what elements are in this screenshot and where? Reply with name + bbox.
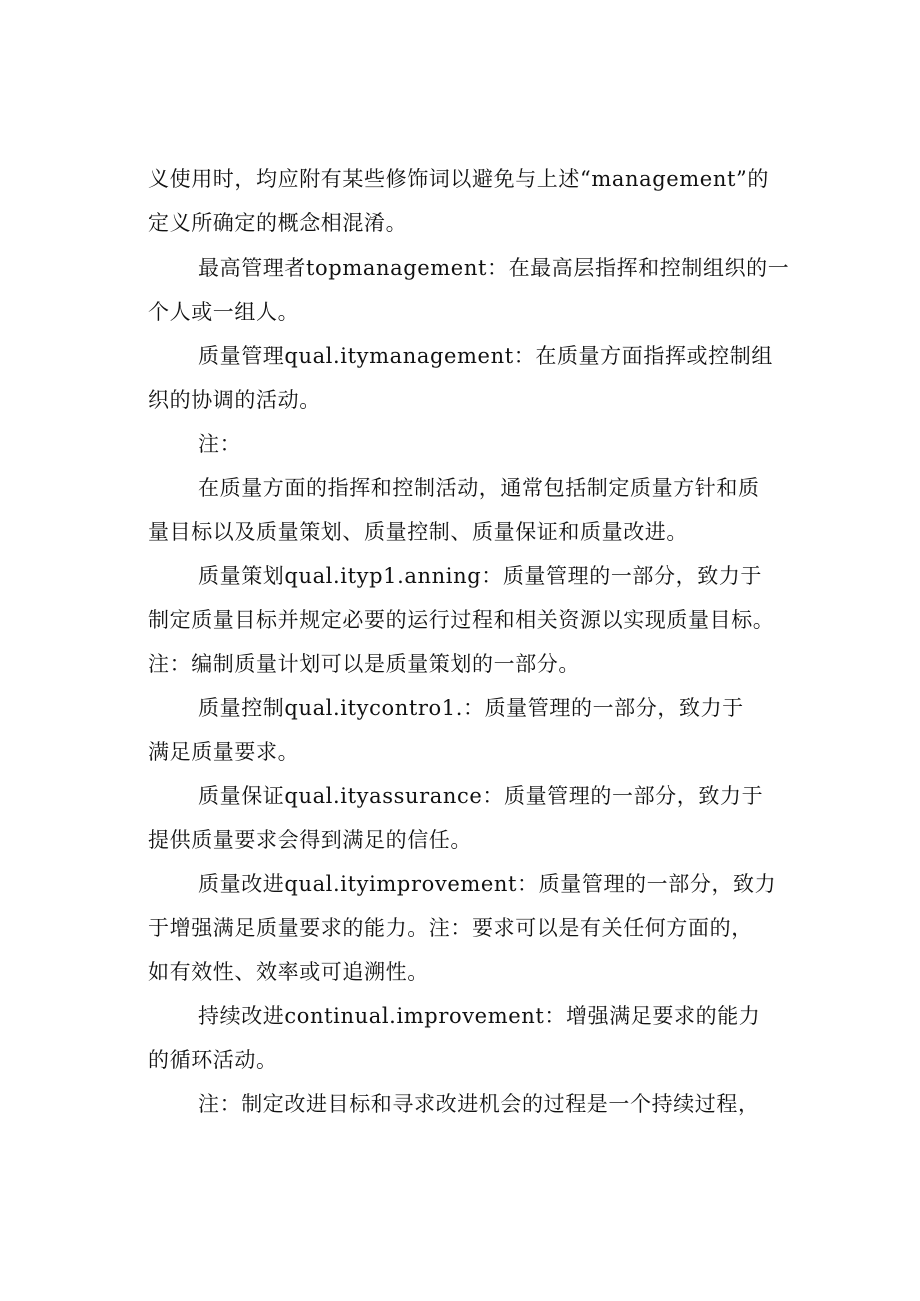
text-line-22: 注：制定改进目标和寻求改进机会的过程是一个持续过程， — [198, 1092, 760, 1116]
text-line-14: 满足质量要求。 — [148, 740, 300, 764]
text-line-9: 量目标以及质量策划、质量控制、质量保证和质量改进。 — [148, 520, 688, 544]
text-line-6: 织的协调的活动。 — [148, 388, 321, 412]
text-line-3: 最高管理者topmanagement：在最高层指挥和控制组织的一 — [198, 256, 790, 280]
text-line-4: 个人或一组人。 — [148, 300, 300, 324]
text-line-15: 质量保证qual.ityassurance：质量管理的一部分，致力于 — [198, 784, 764, 808]
text-line-2: 定义所确定的概念相混淆。 — [148, 211, 408, 235]
text-line-5: 质量管理qual.itymanagement：在质量方面指挥或控制组 — [198, 344, 773, 368]
text-line-16: 提供质量要求会得到满足的信任。 — [148, 828, 472, 852]
text-line-7: 注： — [198, 432, 242, 456]
text-line-1: 义使用时，均应附有某些修饰词以避免与上述“management”的 — [148, 167, 769, 191]
text-line-8: 在质量方面的指挥和控制活动，通常包括制定质量方针和质 — [198, 476, 760, 500]
text-line-20: 持续改进continual.improvement：增强满足要求的能力 — [198, 1004, 761, 1028]
text-line-21: 的循环活动。 — [148, 1048, 278, 1072]
text-line-11: 制定质量目标并规定必要的运行过程和相关资源以实现质量目标。 — [148, 608, 775, 632]
text-line-18: 于增强满足质量要求的能力。注：要求可以是有关任何方面的， — [148, 916, 753, 940]
text-line-19: 如有效性、效率或可追溯性。 — [148, 960, 429, 984]
text-line-13: 质量控制qual.itycontro1.：质量管理的一部分，致力于 — [198, 696, 744, 720]
text-line-17: 质量改进qual.ityimprovement：质量管理的一部分，致力 — [198, 872, 777, 896]
text-line-10: 质量策划qual.ityp1.anning：质量管理的一部分，致力于 — [198, 564, 763, 588]
text-line-12: 注：编制质量计划可以是质量策划的一部分。 — [148, 652, 580, 676]
